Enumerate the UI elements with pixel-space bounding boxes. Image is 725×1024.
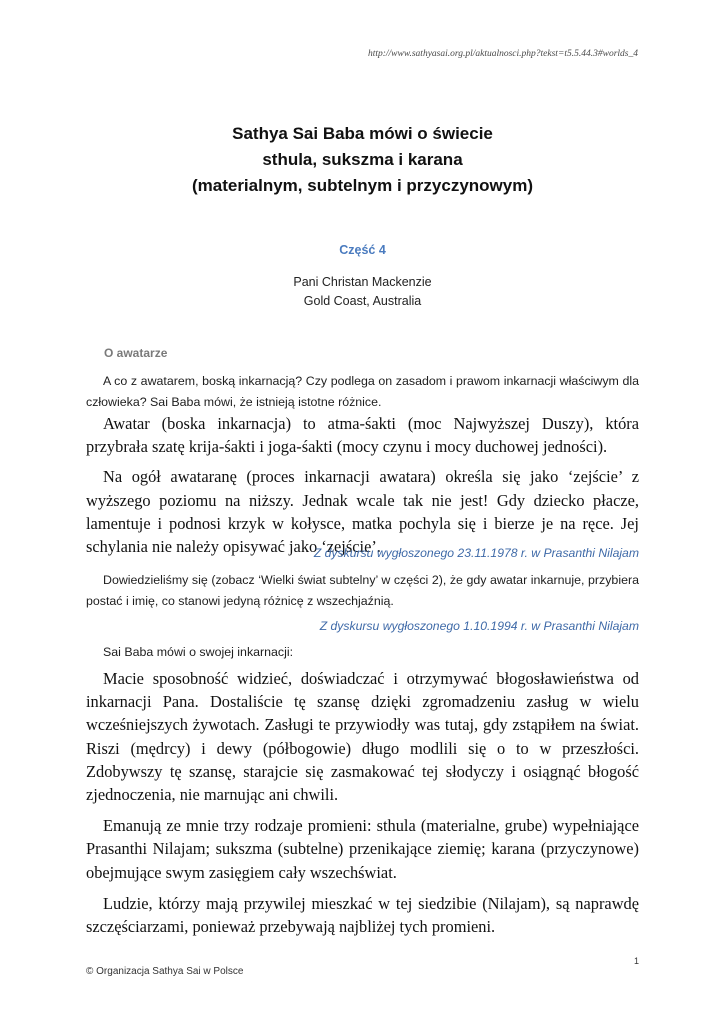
quote-2-paragraph-2: Emanują ze mnie trzy rodzaje promieni: sthula (materialne, grube) wypełniające Prasanthi Nilajam; sukszma (subtelne) przenikające ziemię; karana (przyczynowe) obejmujące swym zasięgiem cały wszechświat. — [86, 816, 639, 882]
part-label: Część 4 — [339, 243, 386, 257]
intro-2-block — [86, 642, 639, 663]
section-heading: O awatarze — [104, 346, 168, 360]
title-line-1: Sathya Sai Baba mówi o świecie — [232, 124, 493, 143]
source-url: http://www.sathyasai.org.pl/aktualnosci.php?tekst=t5.5.44.3#worlds_4 — [367, 49, 638, 59]
quote-1-block — [86, 412, 639, 558]
quote-2-source: Z dyskursu wygłoszonego 1.10.1994 r. w Prasanthi Nilajam — [319, 619, 639, 633]
title-line-2: sthula, sukszma i karana — [262, 150, 463, 169]
title-line-3: (materialnym, subtelnym i przyczynowym) — [191, 176, 534, 195]
quote-1-paragraph-2: Na ogół awataranę (proces inkarnacji awatara) określa się jako ‘zejście’ z wyższego poziomu na niższy. Jednak wcale tak nie jest! Gdy dziecko płacze, lamentuje i podnosi krzyk w kołysce, matka pochyla się i bierze je na ręce. Jej schylania nie należy opisywać jako ‘zejście’. — [86, 467, 639, 557]
middle-paragraph: Dowiedzieliśmy się (zobacz ‘Wielki świat subtelny’ w części 2), że gdy awatar inkarnuje, przybiera postać i imię, co stanowi jedyną różnicę z wszechjaźnią. — [86, 573, 639, 608]
quote-2-block — [86, 667, 639, 938]
author-location: Gold Coast, Australia — [303, 294, 422, 308]
middle-paragraph-block — [86, 570, 639, 612]
quote-1-paragraph-1: Awatar (boska inkarnacja) to atma-śakti (moc Najwyższej Duszy), która przybrała szatę krija-śakti i joga-śakti (mocy czynu i mocy duchowej jedności). — [86, 414, 639, 457]
intro-paragraph: A co z awatarem, boską inkarnacją? Czy podlega on zasadom i prawom inkarnacji właściwym dla człowieka? Sai Baba mówi, że istnieją istotne różnice. — [86, 374, 639, 409]
page-number: 1 — [633, 956, 639, 966]
source-2-block — [86, 619, 639, 633]
quote-2-paragraph-1: Macie sposobność widzieć, doświadczać i otrzymywać błogosławieństwa od inkarnacji Pana. Dostaliście tę szansę dzięki zgromadzeniu zasług w wielu wcześniejszych żywotach. Zasługi te przywiodły was tutaj, gdy zstąpiłem na świat. Riszi (mędrcy) i dewy (półbogowie) długo modlili się o to w przeszłości. Zdobywszy tę szansę, starajcie się zasmakować tej słodyczy i osiągnąć błogość zjednoczenia, nie marnując ani chwili. — [86, 669, 639, 805]
author-block — [0, 273, 725, 311]
quote-1-source: Z dyskursu wygłoszonego 23.11.1978 r. w Prasanthi Nilajam — [313, 546, 639, 560]
quote-2-paragraph-3: Ludzie, którzy mają przywilej mieszkać w tej siedzibie (Nilajam), są naprawdę szczęściarzami, ponieważ przebywają najbliżej tych promieni. — [86, 893, 639, 937]
author-name: Pani Christan Mackenzie — [293, 275, 432, 289]
footer-copyright: © Organizacja Sathya Sai w Polsce — [86, 966, 244, 977]
page-title — [0, 121, 725, 199]
intro-paragraph-block — [86, 371, 639, 413]
intro-2-paragraph: Sai Baba mówi o swojej inkarnacji: — [103, 645, 294, 659]
source-1-block — [86, 546, 639, 560]
